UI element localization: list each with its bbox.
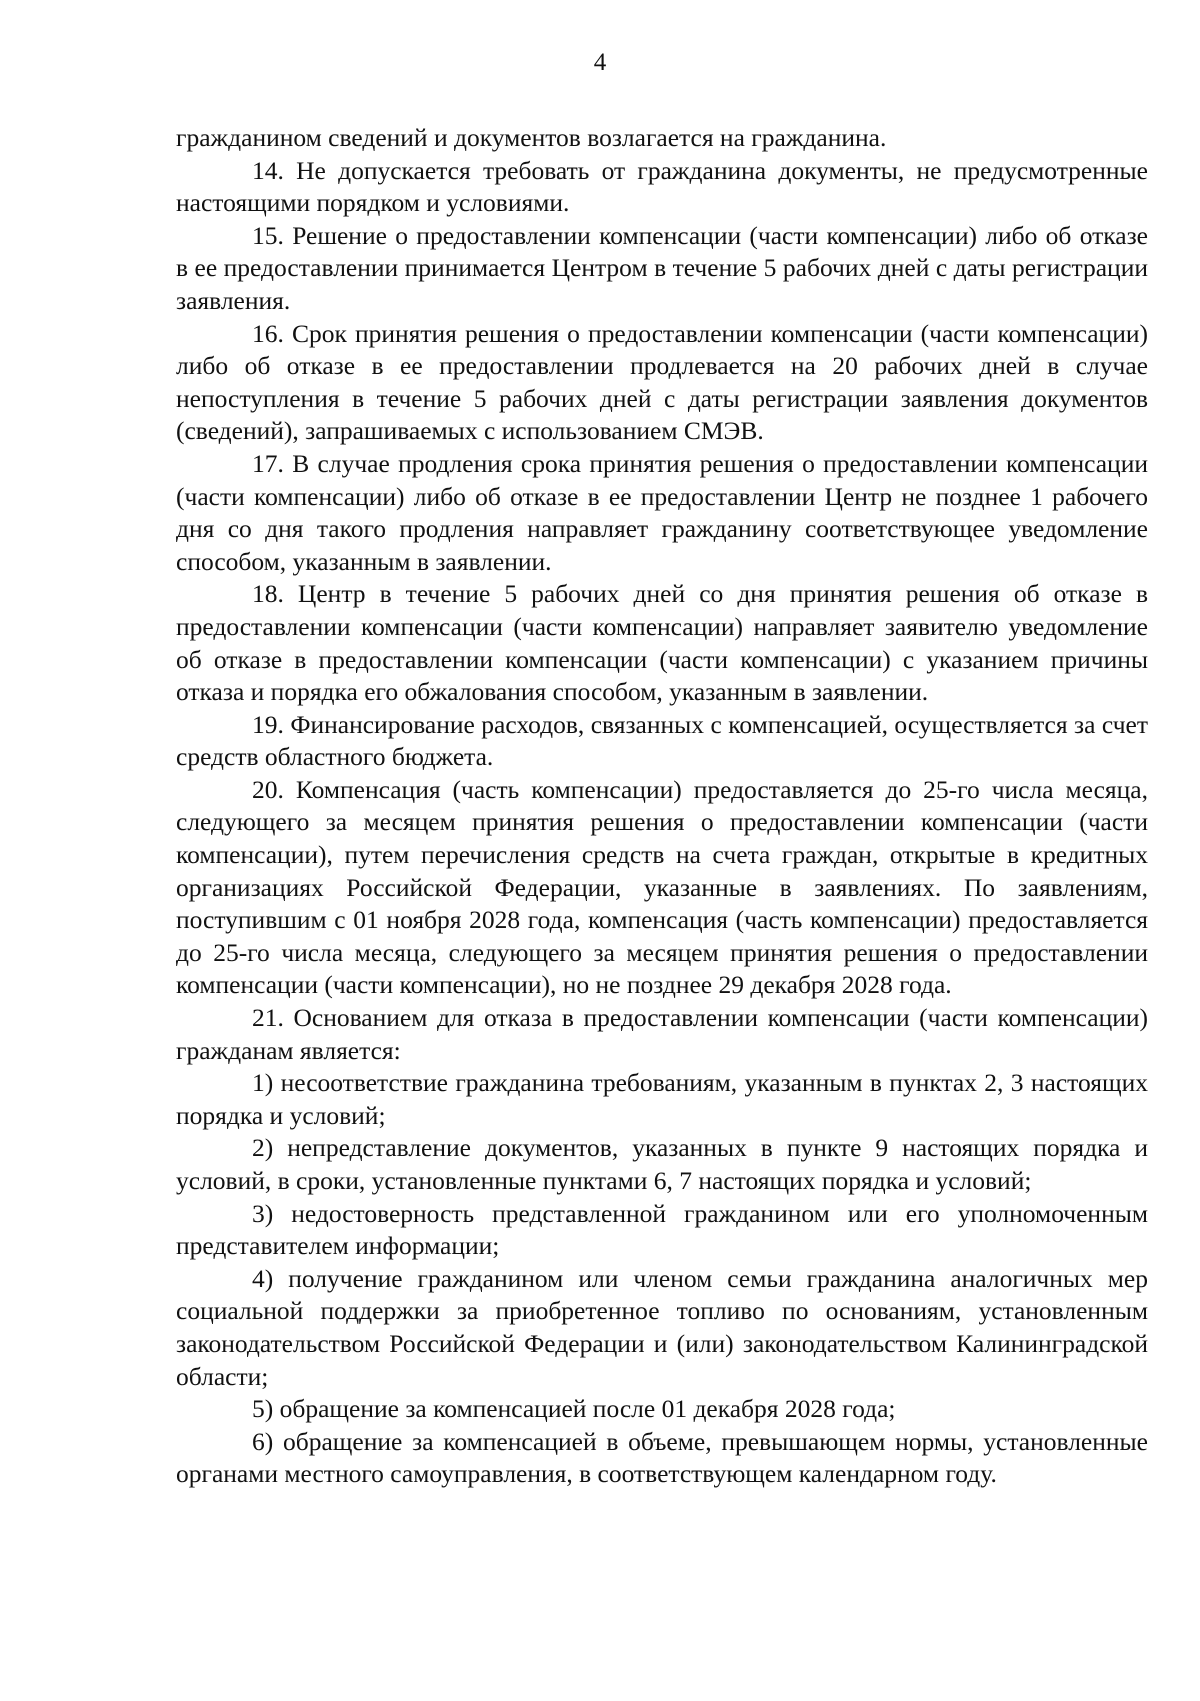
- paragraph-21: 21. Основанием для отказа в предоставлении компенсации (части компенсации) гражданам является:: [176, 1003, 1148, 1065]
- list-item-2: 2) непредставление документов, указанных в пункте 9 настоящих порядка и условий, в сроки, установленные пунктами 6, 7 настоящих порядка и условий;: [176, 1133, 1148, 1195]
- paragraph-19: 19. Финансирование расходов, связанных с компенсацией, осуществляется за счет средств областного бюджета.: [176, 709, 1148, 772]
- paragraph-18: 18. Центр в течение 5 рабочих дней со дня принятия решения об отказе в предоставлении компенсации (части компенсации) направляет заявителю уведомление об отказе в предоставлении компенсации (части компенсации) с указанием причины отказа и порядка его обжалования способом, указанным в заявлении.: [176, 579, 1148, 707]
- list-item-3: 3) недостоверность представленной гражданином или его уполномоченным представителем информации;: [176, 1198, 1148, 1261]
- paragraph-14: 14. Не допускается требовать от гражданина документы, не предусмотренные настоящими порядком и условиями.: [176, 155, 1148, 218]
- paragraph-continuation: гражданином сведений и документов возлагается на гражданина.: [176, 123, 887, 152]
- list-item-6: 6) обращение за компенсацией в объеме, превышающем нормы, установленные органами местного самоуправления, в соответствующем календарном году.: [176, 1426, 1148, 1489]
- list-item-4: 4) получение гражданином или членом семьи гражданина аналогичных мер социальной поддержки за приобретенное топливо по основаниям, установленным законодательством Российской Федерации и (или) законодательством Калининградской области;: [176, 1263, 1148, 1391]
- paragraph-15: 15. Решение о предоставлении компенсации (части компенсации) либо об отказе в ее предоставлении принимается Центром в течение 5 рабочих дней с даты регистрации заявления.: [176, 220, 1148, 315]
- list-item-5: 5) обращение за компенсацией после 01 декабря 2028 года;: [252, 1394, 896, 1424]
- document-body: [176, 122, 1148, 1491]
- paragraph-20: 20. Компенсация (часть компенсации) предоставляется до 25-го числа месяца, следующего за месяцем принятия решения о предоставлении компенсации (части компенсации), путем перечисления средств на счета граждан, открытые в кредитных организациях Российской Федерации, указанные в заявлениях. По заявлениям, поступившим с 01 ноября 2028 года, компенсация (часть компенсации) предоставляется до 25-го числа месяца, следующего за месяцем принятия решения о предоставлении компенсации (части компенсации), но не позднее 29 декабря 2028 года.: [176, 774, 1148, 1000]
- list-item-1: 1) несоответствие гражданина требованиям, указанным в пунктах 2, 3 настоящих порядка и условий;: [176, 1068, 1148, 1130]
- page-number: 4: [593, 49, 607, 76]
- paragraph-17: 17. В случае продления срока принятия решения о предоставлении компенсации (части компенсации) либо об отказе в ее предоставлении Центр не позднее 1 рабочего дня со дня такого продления направляет гражданину соответствующее уведомление способом, указанным в заявлении.: [176, 448, 1148, 576]
- paragraph-16: 16. Срок принятия решения о предоставлении компенсации (части компенсации) либо об отказе в ее предоставлении продлевается на 20 рабочих дней в случае непоступления в течение 5 рабочих дней с даты регистрации заявления документов (сведений), запрашиваемых с использованием СМЭВ.: [176, 318, 1148, 446]
